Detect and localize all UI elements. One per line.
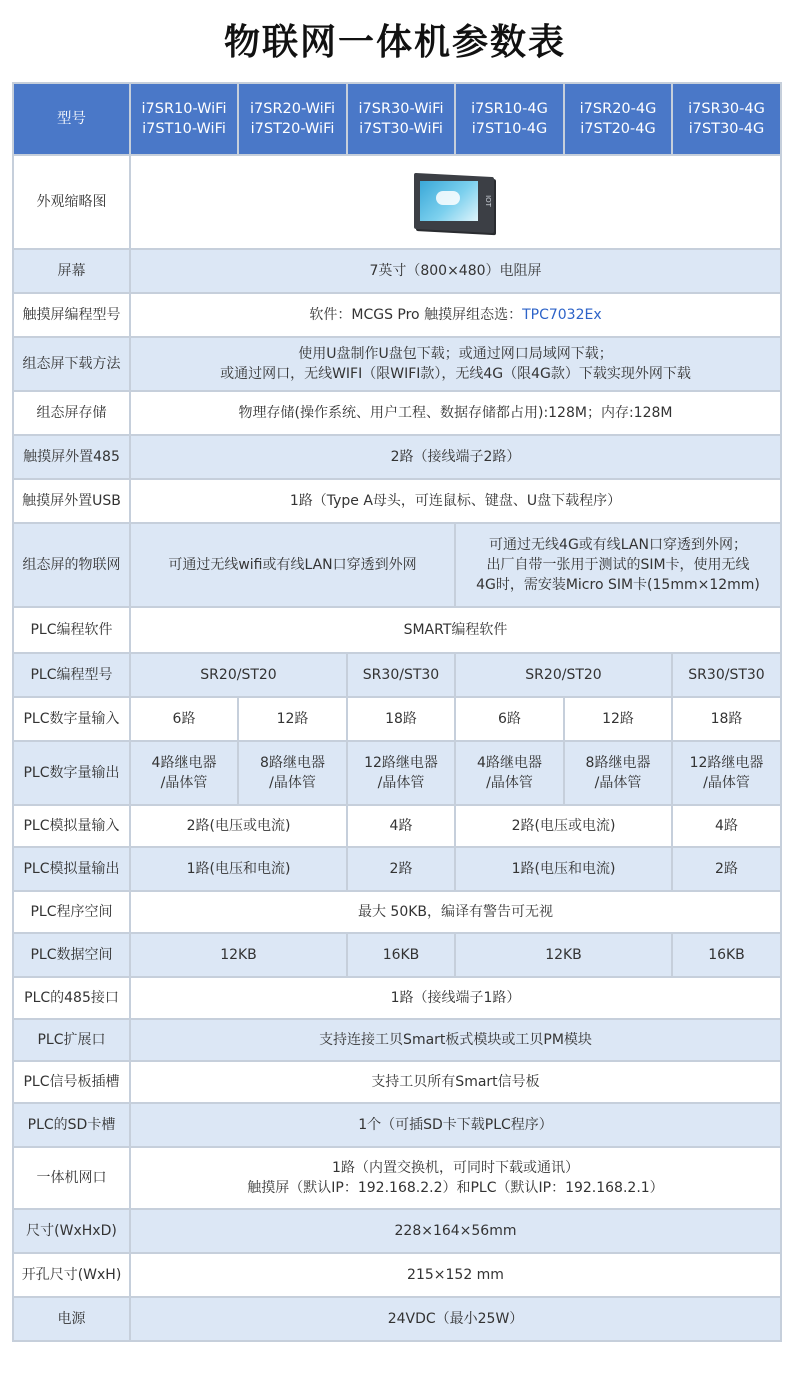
row-label: PLC数字量输入 [13, 697, 130, 741]
row-download [13, 337, 781, 391]
row-value: 1个（可插SD卡下载PLC程序） [130, 1103, 781, 1147]
row-plc485 [13, 977, 781, 1019]
spec-table [12, 82, 782, 1342]
hmi-model-link[interactable]: TPC7032Ex [522, 307, 602, 323]
row-value: 1路(电压和电流) [130, 847, 347, 891]
row-value: 12路 [238, 697, 347, 741]
row-value: 228×164×56mm [130, 1209, 781, 1253]
row-ai [13, 805, 781, 847]
header-label: 型号 [13, 83, 130, 155]
row-value: SR20/ST20 [455, 653, 672, 697]
row-value: SR20/ST20 [130, 653, 347, 697]
row-label: 触摸屏外置USB [13, 479, 130, 523]
row-label: PLC的SD卡槽 [13, 1103, 130, 1147]
row-appearance [13, 155, 781, 249]
appearance-cell [130, 155, 781, 249]
row-label: PLC的485接口 [13, 977, 130, 1019]
row-value: 18路 [672, 697, 781, 741]
row-signal [13, 1061, 781, 1103]
row-value-4g: 可通过无线4G或有线LAN口穿透到外网； 出厂自带一张用于测试的SIM卡，使用无线 4G时，需安装Micro SIM卡(15mm×12mm) [455, 523, 781, 607]
row-value: 2路 [672, 847, 781, 891]
row-value: 8路继电器 /晶体管 [564, 741, 672, 805]
row-value: 2路 [347, 847, 455, 891]
row-value: 使用U盘制作U盘包下载；或通过网口局域网下载； 或通过网口，无线WIFI（限WIFI款），无线4G（限4G款）下载实现外网下载 [130, 337, 781, 391]
row-label: 组态屏存储 [13, 391, 130, 435]
row-value: 4路继电器 /晶体管 [130, 741, 238, 805]
row-label: 屏幕 [13, 249, 130, 293]
row-iot [13, 523, 781, 607]
row-plc-model [13, 653, 781, 697]
row-di [13, 697, 781, 741]
row-value: 2路(电压或电流) [130, 805, 347, 847]
row-label: 组态屏的物联网 [13, 523, 130, 607]
row-value: 12KB [130, 933, 347, 977]
model-cell: i7SR20-4G i7ST20-4G [564, 83, 672, 155]
row-value: 16KB [347, 933, 455, 977]
row-usb [13, 479, 781, 523]
row-label: 开孔尺寸(WxH) [13, 1253, 130, 1297]
row-label: PLC模拟量输入 [13, 805, 130, 847]
row-value: 12路 [564, 697, 672, 741]
row-value: 最大 50KB，编译有警告可无视 [130, 891, 781, 933]
row-label: PLC扩展口 [13, 1019, 130, 1061]
row-value: 2路(电压或电流) [455, 805, 672, 847]
header-row [13, 83, 781, 155]
row-value: 1路（内置交换机，可同时下载或通讯） 触摸屏（默认IP：192.168.2.2）和PLC（默认IP：192.168.2.1） [130, 1147, 781, 1209]
row-label: PLC编程型号 [13, 653, 130, 697]
row-plc-software [13, 607, 781, 653]
row-value: SMART编程软件 [130, 607, 781, 653]
row-label: 一体机网口 [13, 1147, 130, 1209]
row-label: PLC模拟量输出 [13, 847, 130, 891]
row-value: 4路继电器 /晶体管 [455, 741, 564, 805]
row-value: 物理存储(操作系统、用户工程、数据存储都占用):128M；内存:128M [130, 391, 781, 435]
cloud-icon [436, 191, 460, 205]
row-label: 外观缩略图 [13, 155, 130, 249]
row-value: SR30/ST30 [347, 653, 455, 697]
row-value: 16KB [672, 933, 781, 977]
row-value: 215×152 mm [130, 1253, 781, 1297]
row-value: 1路(电压和电流) [455, 847, 672, 891]
row-ao [13, 847, 781, 891]
row-label: 触摸屏外置485 [13, 435, 130, 479]
row-value: SR30/ST30 [672, 653, 781, 697]
row-value: 18路 [347, 697, 455, 741]
row-label: PLC程序空间 [13, 891, 130, 933]
row-value: 1路（Type A母头，可连鼠标、键盘、U盘下载程序） [130, 479, 781, 523]
row-value: 24VDC（最小25W） [130, 1297, 781, 1341]
row-screen [13, 249, 781, 293]
row-label: PLC数字量输出 [13, 741, 130, 805]
model-cell: i7SR10-WiFi i7ST10-WiFi [130, 83, 238, 155]
row-value: 12KB [455, 933, 672, 977]
row-value: 7英寸（800×480）电阻屏 [130, 249, 781, 293]
row-cutout [13, 1253, 781, 1297]
row-value: 2路（接线端子2路） [130, 435, 781, 479]
row-value: 支持连接工贝Smart板式模块或工贝PM模块 [130, 1019, 781, 1061]
row-power [13, 1297, 781, 1341]
row-value: 4路 [347, 805, 455, 847]
row-label: 尺寸(WxHxD) [13, 1209, 130, 1253]
row-label: 电源 [13, 1297, 130, 1341]
row-value: 12路继电器 /晶体管 [347, 741, 455, 805]
row-value: 8路继电器 /晶体管 [238, 741, 347, 805]
row-value: 1路（接线端子1路） [130, 977, 781, 1019]
row-label: 触摸屏编程型号 [13, 293, 130, 337]
product-thumbnail: IOT [414, 171, 498, 233]
row-size [13, 1209, 781, 1253]
row-network [13, 1147, 781, 1209]
row-storage [13, 391, 781, 435]
row-value-wifi: 可通过无线wifi或有线LAN口穿透到外网 [130, 523, 455, 607]
row-hmi-software [13, 293, 781, 337]
row-value: 软件：MCGS Pro 触摸屏组态选：TPC7032Ex [130, 293, 781, 337]
model-cell: i7SR30-WiFi i7ST30-WiFi [347, 83, 455, 155]
model-cell: i7SR30-4G i7ST30-4G [672, 83, 781, 155]
row-sd [13, 1103, 781, 1147]
row-label: PLC数据空间 [13, 933, 130, 977]
page-title: 物联网一体机参数表 [223, 22, 566, 63]
row-value: 12路继电器 /晶体管 [672, 741, 781, 805]
row-value: 4路 [672, 805, 781, 847]
model-cell: i7SR20-WiFi i7ST20-WiFi [238, 83, 347, 155]
row-label: 组态屏下载方法 [13, 337, 130, 391]
row-value: 6路 [130, 697, 238, 741]
row-data [13, 933, 781, 977]
row-ext485 [13, 435, 781, 479]
model-cell: i7SR10-4G i7ST10-4G [455, 83, 564, 155]
row-program [13, 891, 781, 933]
row-value: 支持工贝所有Smart信号板 [130, 1061, 781, 1103]
row-label: PLC编程软件 [13, 607, 130, 653]
row-expansion [13, 1019, 781, 1061]
row-do [13, 741, 781, 805]
row-label: PLC信号板插槽 [13, 1061, 130, 1103]
row-value: 6路 [455, 697, 564, 741]
